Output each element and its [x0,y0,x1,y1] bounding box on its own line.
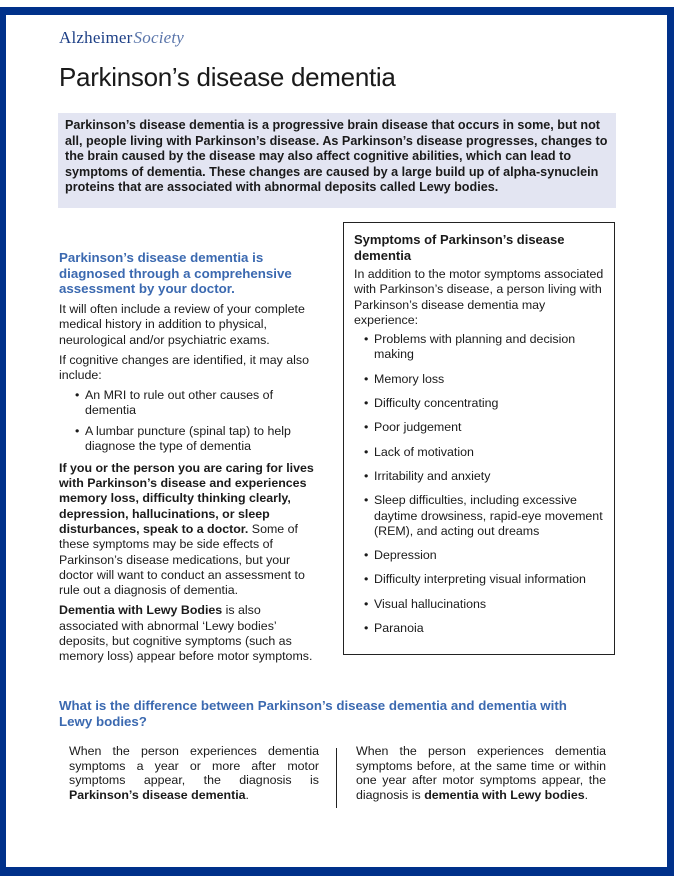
text: . [245,787,249,802]
symptoms-intro: In addition to the motor symptoms associated with Parkinson’s disease, a person living with Parkinson’s disease dementia may experience: [354,267,604,327]
list-item: • Depression [364,548,604,563]
list-item: • Irritability and anxiety [364,469,604,484]
text: Some of these symptoms may be side effects of Parkinson’s disease medications, but your doctor will want to conduct an assessment to rule out a diagnosis of dementia. [59,521,305,598]
list-item: • Lack of motivation [364,445,604,460]
symptoms-list [364,332,604,636]
difference-right [356,744,606,802]
list-item: • Memory loss [364,372,604,387]
bold-text: Parkinson’s disease dementia [69,787,246,802]
paragraph [59,603,321,664]
list-item: • Visual hallucinations [364,597,604,612]
intro-text: is a progressive brain disease that occurs in some, but not all, people living with Parkinson’s disease. As Parkinson’s disease progresses, changes to the brain caused by the disease may also affect cognitive abilities, which can lead to symptoms of dementia. These changes are caused by a large build up of alpha-synuclein proteins that are associated with abnormal deposits called Lewy bodies. [65,118,608,194]
page-title: Parkinson’s disease dementia [59,62,396,92]
text: When the person experiences dementia symptoms before, at the same time or within one year after motor symptoms appear, the diagnosis is [356,744,606,802]
symptoms-heading: Symptoms of Parkinson’s disease dementia [354,232,565,263]
list-item: • Paranoia [364,621,604,636]
diagnosis-list [75,388,321,455]
bold-text: Dementia with Lewy Bodies [59,603,223,618]
text: When the person experiences dementia symptoms a year or more after motor symptoms appear, the diagnosis is [69,744,319,788]
bold-text: dementia with Lewy bodies [424,787,585,802]
list-item: • Sleep difficulties, including excessive daytime drowsiness, rapid-eye movement (REM), and acting out dreams [364,493,604,539]
difference-left [69,744,319,802]
diagnosis-heading: Parkinson’s disease dementia is diagnosed through a comprehensive assessment by your doctor. [59,250,292,297]
logo-text-italic: Society [133,28,185,47]
column-divider [336,748,337,808]
list-item: • Difficulty interpreting visual information [364,572,604,587]
diagnosis-section [59,250,321,665]
paragraph: It will often include a review of your complete medical history in addition to physical, neurological and/or psychiatric exams. [59,302,305,347]
intro-bold: Parkinson’s disease dementia [65,118,245,132]
text: . [584,787,589,802]
intro-box [58,113,616,208]
alzheimer-society-logo [59,28,184,48]
list-item: • Difficulty concentrating [364,396,604,411]
list-item: • Poor judgement [364,420,604,435]
list-item: • Problems with planning and decision making [364,332,604,363]
bold-text: If you or the person you are caring for lives with Parkinson’s disease and experiences memory loss, difficulty thinking clearly, depression, hallucinations, or sleep disturbances, speak to a doctor. [59,460,314,536]
list-item: • An MRI to rule out other causes of dementia [75,388,321,419]
paragraph: If cognitive changes are identified, it may also include: [59,353,310,383]
paragraph [59,461,321,599]
list-item: • A lumbar puncture (spinal tap) to help diagnose the type of dementia [75,424,321,455]
difference-heading: What is the difference between Parkinson’s disease dementia and dementia with Lewy bodies? [59,698,567,729]
logo-text: Alzheimer [59,28,133,47]
text: is also associated with abnormal ‘Lewy bodies’ deposits, but cognitive symptoms (such as memory loss) appear before motor symptoms. [59,603,313,664]
symptoms-box [343,222,615,655]
